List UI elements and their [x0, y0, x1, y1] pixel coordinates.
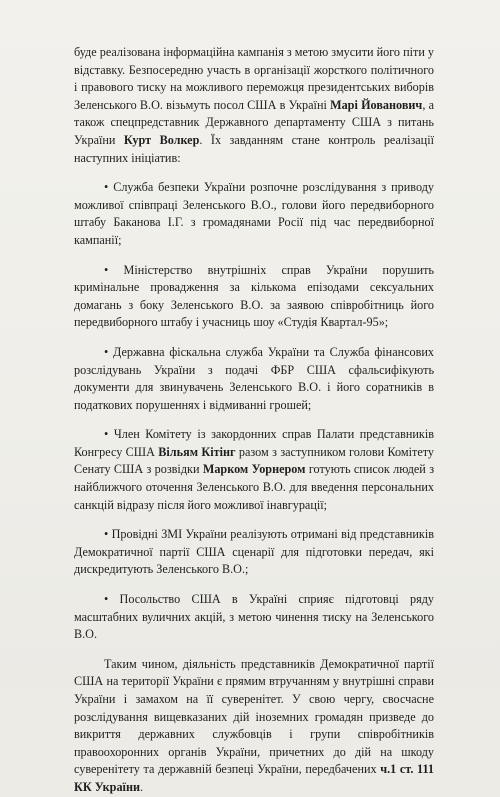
bullet-text: • Член Комітету із закордонних справ Палати представників Конгресу США [74, 427, 434, 459]
conclusion-paragraph [74, 656, 434, 797]
special-envoy-name: Курт Волкер [123, 132, 200, 147]
bullet-media: • Провідні ЗМІ України реалізують отримані від представників Демократичної партії США сценарії для підготовки передач, які дискредитують Зеленського В.О.; [74, 527, 434, 577]
congressman-name: Вільям Кітінг [158, 444, 236, 459]
bullet-text: готують список людей з найближчого оточення Зеленського В.О. для введення персональних санкцій відразу після його можливої інавгурації; [74, 462, 435, 512]
bullet-congress [74, 426, 434, 514]
senator-name: Марком Уорнером [202, 462, 306, 477]
intro-text: , а також спецпредставник Державного департаменту США з питань України [74, 97, 434, 147]
conclusion-text: . [140, 779, 144, 794]
intro-text: буде реалізована інформаційна кампанія з метою змусити його піти у відставку. Безпосередню участь в організації жорсткого політичного і правового тиску на можливого переможця президентських виборів Зеленського В.О. візьмуть посол США в Україні [74, 45, 434, 112]
bullet-embassy: • Посольство США в Україні сприяє підготовці ряду масштабних вуличних акцій, з метою чинення тиску на Зеленського В.О. [74, 592, 434, 642]
bullet-mvs: • Міністерство внутрішніх справ України порушить кримінальне провадження за кількома епізодами сексуальних домагань з боку Зеленського В.О. за заявою співробітниць його передвиборного штабу і учасниць шоу «Студія Квартал-95»; [74, 262, 434, 330]
intro-paragraph [74, 44, 434, 167]
bullet-text: разом з заступником голови Комітету Сенату США з розвідки [74, 444, 434, 477]
criminal-code-reference: ч.1 ст. 111 КК України [74, 762, 434, 794]
bullet-dfs: • Державна фіскальна служба України та Служба фінансових розслідувань України з подачі ФБР США сфальсифікують документи для звинувачень Зеленського В.О. і його соратників в податкових порушеннях і відмиванні грошей; [74, 344, 434, 412]
intro-text: . Їх завданням стане контроль реалізації наступних ініціатив: [74, 132, 434, 165]
ambassador-name: Марі Йованович [330, 97, 423, 112]
bullet-sbu: • Служба безпеки України розпочне розслідування з приводу можливої співпраці Зеленського В.О., голови його передвиборного штабу Баканова І.Г. з громадянами Росії під час передвиборної кампанії; [74, 180, 434, 247]
conclusion-text: Таким чином, діяльність представників Демократичної партії США на території України є прямим втручанням у внутрішні справи України і замахом на її суверенітет. У свою чергу, свосчасне розслідування вищевказаних дій іноземних громадян призведе до викриття державних службовців і групи співробітників правоохоронних органів України, причетних до дій на шкоду суверенітету та державній безпеці України, передбачених [74, 656, 434, 777]
